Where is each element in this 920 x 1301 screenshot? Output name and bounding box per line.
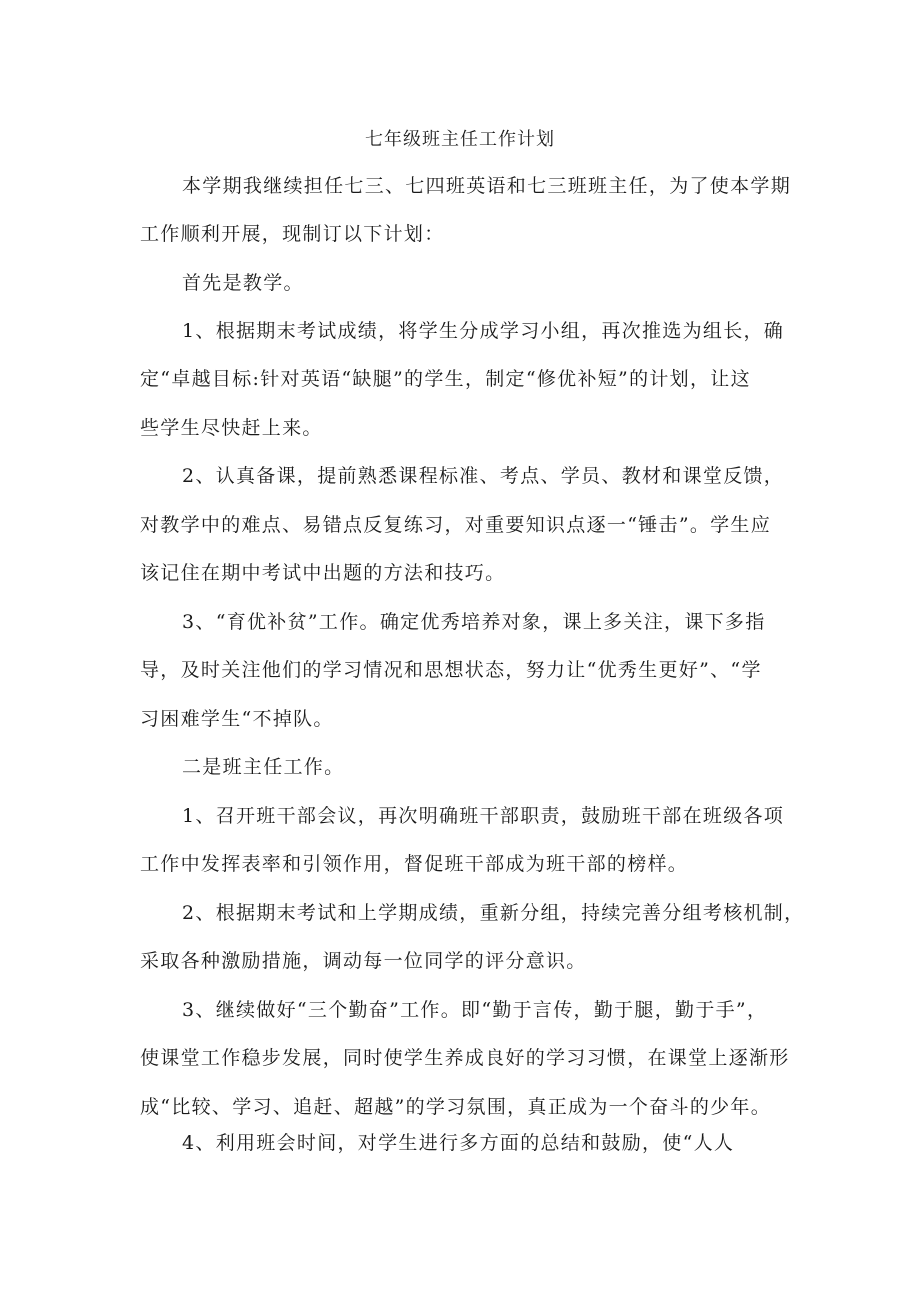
- body-line: 4、利用班会时间，对学生进行多方面的总结和鼓励，使“人人: [182, 1132, 735, 1154]
- body-line: 成“比较、学习、追赶、超越”的学习氛围，真正成为一个奋斗的少年。: [140, 1096, 772, 1118]
- body-line: 该记住在期中考试中出题的方法和技巧。: [140, 562, 506, 584]
- document-title: 七年级班主任工作计划: [365, 129, 555, 150]
- body-line: 定“卓越目标:针对英语“缺腿”的学生，制定“修优补短”的计划，让这: [140, 368, 751, 390]
- body-line: 3、“育优补贫”工作。确定优秀培养对象，课上多关注，课下多指: [182, 611, 766, 633]
- body-line: 首先是教学。: [182, 272, 304, 294]
- body-line: 使课堂工作稳步发展，同时使学生养成良好的学习习惯，在课堂上逐渐形: [140, 1047, 790, 1069]
- body-line: 些学生尽快赶上来。: [140, 417, 323, 439]
- body-line: 对教学中的难点、易错点反复练习，对重要知识点逐一“锤击”。学生应: [140, 514, 772, 536]
- body-line: 导，及时关注他们的学习情况和思想状态，努力让“优秀生更好”、“学: [140, 659, 762, 681]
- body-line: 本学期我继续担任七三、七四班英语和七三班班主任，为了使本学期: [182, 175, 792, 197]
- body-line: 1、召开班干部会议，再次明确班干部职责，鼓励班干部在班级各项: [182, 805, 785, 827]
- body-line: 工作中发挥表率和引领作用，督促班干部成为班干部的榜样。: [140, 853, 689, 875]
- body-line: 1、根据期末考试成绩，将学生分成学习小组，再次推选为组长，确: [182, 320, 785, 342]
- body-line: 3、继续做好“三个勤奋”工作。即“勤于言传，勤于腿，勤于手”，: [182, 999, 768, 1021]
- body-line: 2、认真备课，提前熟悉课程标准、考点、学员、教材和课堂反馈，: [182, 465, 785, 487]
- body-line: 2、根据期末考试和上学期成绩，重新分组，持续完善分组考核机制，: [182, 902, 805, 924]
- body-line: 工作顺利开展，现制订以下计划：: [140, 223, 445, 245]
- body-line: 习困难学生“不掉队。: [140, 708, 334, 730]
- body-line: 二是班主任工作。: [182, 756, 345, 778]
- body-line: 采取各种激励措施，调动每一位同学的评分意识。: [140, 950, 587, 972]
